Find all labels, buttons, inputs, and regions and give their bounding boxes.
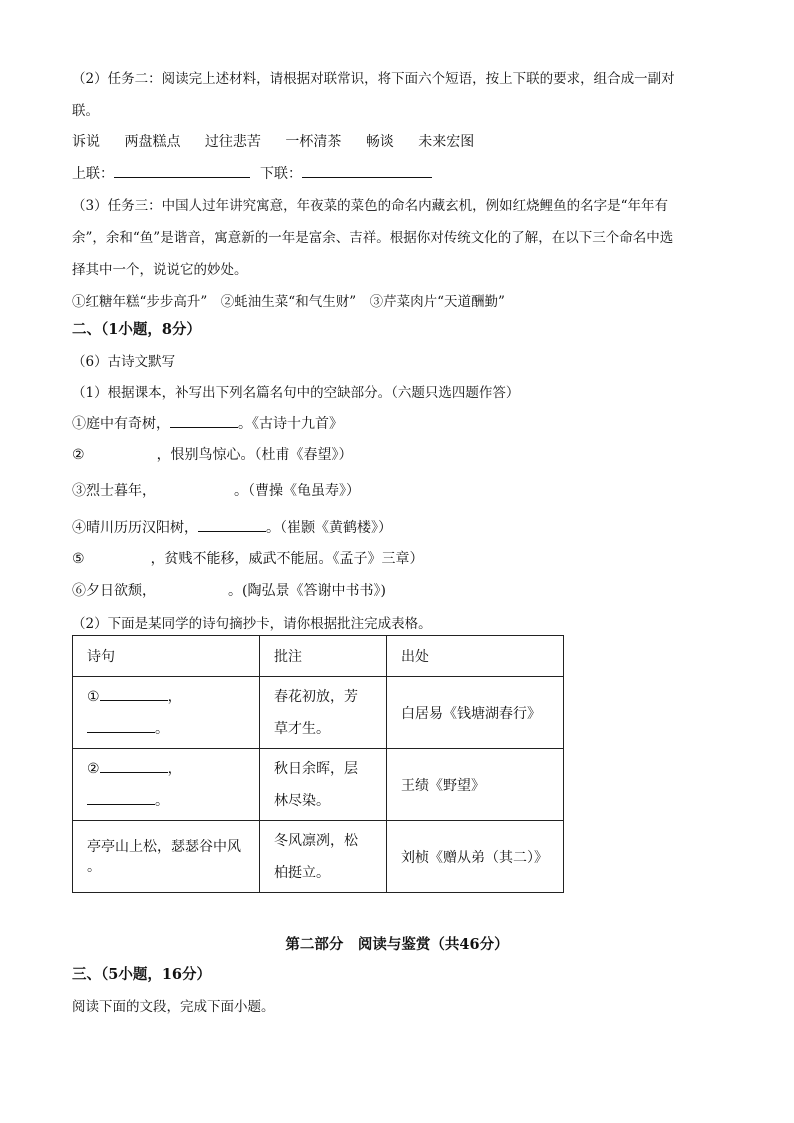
header-note: 批注 [260,636,387,677]
part2-title: 第二部分 阅读与鉴赏（共46分） [285,936,509,953]
verse-blank[interactable] [87,792,155,805]
poem-card-table [72,635,564,893]
recite-blank-1[interactable] [170,415,238,428]
verse-cell: 亭亭山上松，瑟瑟谷中风 。 [73,821,260,893]
table-row [73,749,564,821]
verse-blank[interactable] [87,720,155,733]
recite-item-5-pre: ⑤ [72,551,85,567]
recite-item-2 [72,444,353,464]
recite-item-3-post: 。（曹操《龟虽寿》） [234,483,360,499]
upper-couplet-label: 上联： [72,166,114,182]
phrase-4: 一杯清茶 [285,134,342,150]
task3-options: ①红糖年糕“步步高升” ②蚝油生菜“和气生财” ③芹菜肉片“天道酬勤” [72,294,505,310]
lower-couplet-blank[interactable] [302,165,432,178]
phrase-6: 未来宏图 [418,134,475,150]
recite-item-4 [72,517,392,537]
verse-blank[interactable] [100,760,168,773]
phrase-1: 诉说 [72,134,100,150]
recite-item-3 [72,480,360,500]
recite-item-1 [72,413,343,433]
recite-item-2-pre: ② [72,447,85,463]
q6-title: （6）古诗文默写 [72,354,176,370]
recite-item-4-pre: ④晴川历历汉阳树， [72,520,198,536]
lower-couplet-label: 下联： [260,166,302,182]
source-cell: 刘桢《赠从弟（其二）》 [387,821,564,893]
source-cell: 王绩《野望》 [387,749,564,821]
q6-sub1: （1）根据课本，补写出下列名篇名句中的空缺部分。（六题只选四题作答） [72,385,520,401]
recite-item-1-pre: ①庭中有奇树， [72,416,170,432]
table-row [73,677,564,749]
task3-line3: 择其中一个，说说它的妙处。 [72,262,248,278]
recite-item-6-pre: ⑥夕日欲颓， [72,583,156,599]
recite-item-3-pre: ③烈士暮年， [72,483,156,499]
recite-item-5-post: ，贫贱不能移，威武不能屈。《孟子》三章） [150,551,424,567]
table-header-row [73,636,564,677]
recite-item-4-post: 。（崔颢《黄鹤楼》） [266,520,392,536]
verse-blank[interactable] [100,688,168,701]
recite-item-1-post: 。《古诗十九首》 [238,416,343,432]
section3-instruction: 阅读下面的文段，完成下面小题。 [72,999,275,1015]
phrase-3: 过往悲苦 [204,134,261,150]
section2-heading: 二、（1小题，8分） [72,321,201,338]
recite-blank-4[interactable] [198,519,266,532]
recite-item-2-post: ，恨别鸟惊心。（杜甫《春望》） [156,447,353,463]
task3-line1: （3）任务三：中国人过年讲究寓意，年夜菜的菜色的命名内藏玄机，例如红烧鲤鱼的名字是“年年有 [72,198,668,214]
task2-line1: （2）任务二：阅读完上述材料，请根据对联常识，将下面六个短语，按上下联的要求，组合成一副对 [72,71,675,87]
verse-cell: ② ， 。 [73,749,260,821]
recite-item-6-post: 。(陶弘景《答谢中书书》) [228,583,386,599]
verse-cell: ① ， 。 [73,677,260,749]
source-cell: 白居易《钱塘湖春行》 [387,677,564,749]
section3-heading: 三、（5小题，16分） [72,966,212,983]
phrase-2: 两盘糕点 [124,134,181,150]
q6-sub2: （2）下面是某同学的诗句摘抄卡，请你根据批注完成表格。 [72,616,432,632]
recite-item-5 [72,548,424,568]
phrase-list [72,131,494,151]
note-cell: 冬风凛冽，松 柏挺立。 [260,821,387,893]
task3-line2: 余”，余和“鱼”是谐音，寓意新的一年是富余、吉祥。根据你对传统文化的了解，在以下三个命名中选 [72,230,674,246]
note-cell: 秋日余晖，层 林尽染。 [260,749,387,821]
recite-item-6 [72,580,386,600]
couplet-answer-line [72,163,432,183]
upper-couplet-blank[interactable] [114,165,250,178]
header-source: 出处 [387,636,564,677]
header-verse: 诗句 [73,636,260,677]
phrase-5: 畅谈 [365,134,394,150]
task2-line2: 联。 [72,103,99,119]
note-cell: 春花初放，芳 草才生。 [260,677,387,749]
table-row [73,821,564,893]
